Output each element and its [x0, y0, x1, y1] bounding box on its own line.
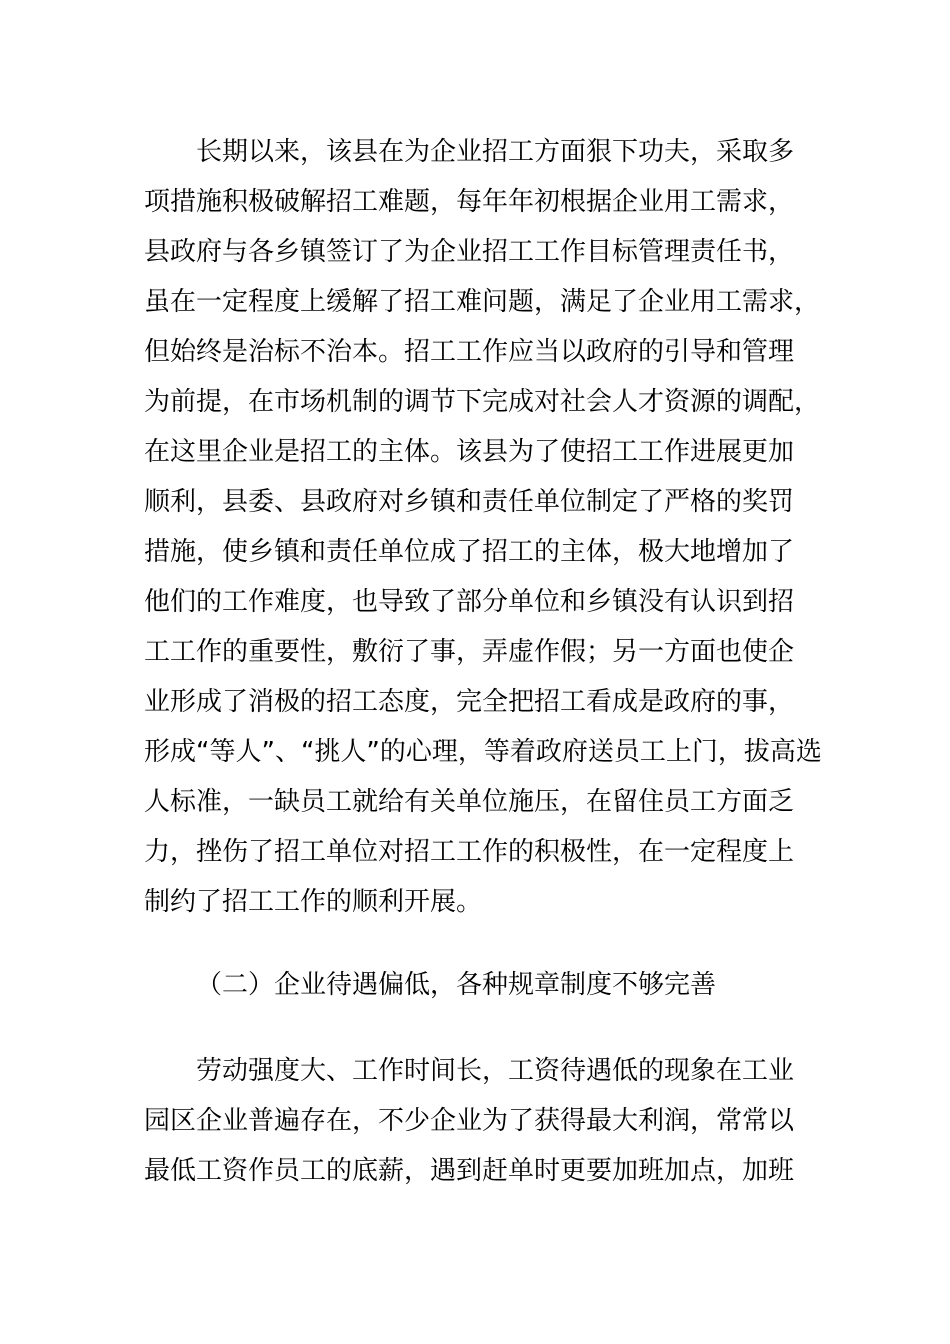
paragraph-line: 为前提，在市场机制的调节下完成对社会人才资源的调配， [144, 387, 821, 417]
paragraph-line: 县政府与各乡镇签订了为企业招工工作目标管理责任书， [144, 237, 795, 267]
paragraph-line: 业形成了消极的招工态度，完全把招工看成是政府的事， [144, 687, 795, 717]
paragraph-line: 他们的工作难度，也导致了部分单位和乡镇没有认识到招 [144, 587, 795, 617]
paragraph-line: 形成“等人”、“挑人”的心理，等着政府送员工上门，拔高选 [144, 737, 822, 767]
paragraph-line: 园区企业普遍存在，不少企业为了获得最大利润，常常以 [144, 1106, 795, 1136]
paragraph-line: 措施，使乡镇和责任单位成了招工的主体，极大地增加了 [144, 537, 795, 567]
paragraph-line: 最低工资作员工的底薪，遇到赶单时更要加班加点，加班 [144, 1156, 795, 1186]
paragraph-line: 项措施积极破解招工难题，每年年初根据企业用工需求， [144, 187, 795, 217]
paragraph-line: 工工作的重要性，敷衍了事，弄虚作假；另一方面也使企 [144, 637, 795, 667]
paragraph-line: 在这里企业是招工的主体。该县为了使招工工作进展更加 [144, 437, 795, 467]
paragraph-line: 力，挫伤了招工单位对招工工作的积极性，在一定程度上 [144, 837, 795, 867]
paragraph-line: 制约了招工工作的顺利开展。 [144, 887, 483, 917]
paragraph-line: 长期以来，该县在为企业招工方面狠下功夫，采取多 [196, 137, 795, 167]
section-heading: （二）企业待遇偏低，各种规章制度不够完善 [196, 970, 717, 1000]
paragraph-line: 顺利，县委、县政府对乡镇和责任单位制定了严格的奖罚 [144, 487, 795, 517]
paragraph-line: 但始终是治标不治本。招工工作应当以政府的引导和管理 [144, 337, 795, 367]
paragraph-line: 虽在一定程度上缓解了招工难问题，满足了企业用工需求， [144, 287, 821, 317]
paragraph-line: 人标准，一缺员工就给有关单位施压，在留住员工方面乏 [144, 787, 795, 817]
paragraph-line: 劳动强度大、工作时间长，工资待遇低的现象在工业 [196, 1056, 795, 1086]
